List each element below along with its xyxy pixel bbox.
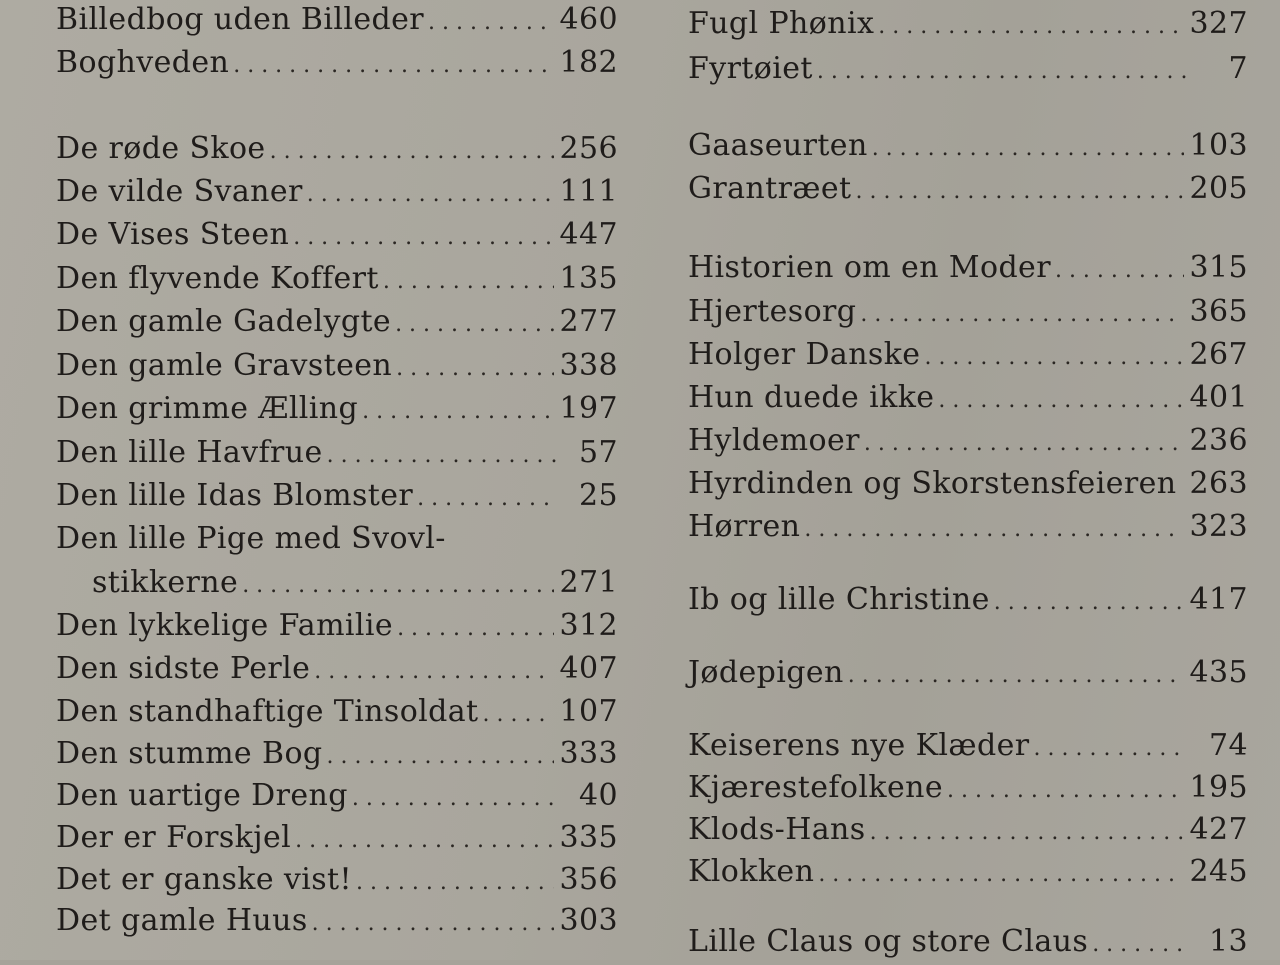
dot-leader (428, 3, 554, 43)
entry-title: Holger Danske (688, 337, 921, 372)
entry-page-number: 7 (1228, 51, 1248, 86)
index-entry (688, 49, 1248, 89)
entry-title: Den standhaftige Tinsoldat (56, 694, 479, 729)
dot-leader (417, 479, 556, 519)
index-entry (688, 768, 1248, 808)
entry-page-number: 277 (559, 304, 618, 339)
dot-leader (860, 295, 1183, 335)
entry-title: Den flyvende Koffert (56, 261, 379, 296)
entry-title: Lille Claus og store Claus (688, 924, 1089, 959)
entry-title: De Vises Steen (56, 217, 290, 252)
entry-page-number: 312 (559, 608, 618, 643)
index-entry (56, 302, 618, 342)
dot-leader (362, 392, 553, 432)
entry-title: Hun duede ikke (688, 380, 935, 415)
index-entry (56, 433, 618, 473)
index-entry (56, 43, 618, 83)
dot-leader (314, 652, 553, 692)
entry-title: Fyrtøiet (688, 51, 813, 86)
entry-title: Klods-Hans (688, 812, 866, 847)
dot-leader (1034, 729, 1186, 769)
dot-leader (804, 510, 1183, 550)
dot-leader (352, 779, 556, 819)
index-entry (56, 818, 618, 858)
entry-title: Den gamle Gravsteen (56, 348, 393, 383)
dot-leader (856, 172, 1184, 212)
entry-title: Den lille Idas Blomster (56, 478, 414, 513)
index-entry (56, 172, 618, 212)
entry-title: Kjærestefolkene (688, 770, 943, 805)
index-entry (688, 922, 1248, 962)
dot-leader (947, 771, 1184, 811)
entry-title: Den lykkelige Familie (56, 608, 394, 643)
dot-leader (483, 695, 554, 735)
index-entry (56, 0, 618, 40)
index-entry (688, 580, 1248, 620)
dot-leader (233, 46, 553, 86)
entry-title: Den lille Pige med Svovl- (56, 521, 446, 556)
index-entry (688, 378, 1248, 418)
index-entry (56, 476, 618, 516)
dot-leader (383, 262, 554, 302)
entry-title: Grantræet (688, 171, 852, 206)
index-entry (56, 346, 618, 386)
entry-page-number: 460 (559, 2, 618, 37)
entry-title: Den gamle Gadelygte (56, 304, 392, 339)
dot-leader (924, 338, 1183, 378)
entry-title: Der er Forskjel (56, 820, 292, 855)
entry-page-number: 267 (1189, 337, 1248, 372)
entry-page-number: 407 (559, 651, 618, 686)
entry-title: Den uartige Dreng (56, 778, 348, 813)
index-entry (688, 852, 1248, 892)
index-entry (56, 606, 618, 646)
entry-page-number: 236 (1189, 423, 1248, 458)
entry-page-number: 335 (559, 820, 618, 855)
dot-leader (1092, 925, 1186, 965)
index-entry (56, 129, 618, 169)
entry-page-number: 315 (1189, 250, 1248, 285)
index-entry (688, 169, 1248, 209)
entry-title: Boghveden (56, 45, 230, 80)
index-entry (688, 4, 1248, 44)
entry-title: Ib og lille Christine (688, 582, 990, 617)
entry-title: Gaaseurten (688, 128, 868, 163)
entry-page-number: 103 (1189, 128, 1248, 163)
entry-page-number: 333 (559, 736, 618, 771)
dot-leader (307, 175, 554, 215)
entry-page-number: 197 (559, 391, 618, 426)
dot-leader (1055, 251, 1184, 291)
index-entry (56, 563, 618, 603)
entry-title: Den sidste Perle (56, 651, 311, 686)
dot-leader (312, 904, 554, 944)
index-entry (688, 126, 1248, 166)
entry-page-number: 57 (579, 435, 618, 470)
entry-title: Hyrdinden og Skorstensfeieren (688, 466, 1177, 501)
dot-leader (938, 381, 1183, 421)
entry-title: Billedbog uden Billeder (56, 2, 425, 37)
entry-title: Den stumme Bog (56, 736, 323, 771)
index-entry (56, 649, 618, 689)
entry-page-number: 205 (1189, 171, 1248, 206)
entry-page-number: 401 (1189, 380, 1248, 415)
entry-page-number: 25 (579, 478, 618, 513)
dot-leader (327, 737, 554, 777)
dot-leader (818, 855, 1183, 895)
entry-title: Keiserens nye Klæder (688, 728, 1030, 763)
entry-page-number: 447 (559, 217, 618, 252)
dot-leader (817, 52, 1186, 92)
entry-page-number: 40 (579, 778, 618, 813)
entry-title: Den grimme Ælling (56, 391, 359, 426)
dot-leader (878, 7, 1183, 47)
index-entry (56, 389, 618, 429)
index-entry (56, 215, 618, 255)
index-entry (56, 692, 618, 732)
dot-leader (293, 218, 553, 258)
entry-title: De røde Skoe (56, 131, 266, 166)
entry-title: Jødepigen (688, 655, 844, 690)
index-entry (56, 259, 618, 299)
entry-page-number: 327 (1189, 6, 1248, 41)
entry-title: Klokken (688, 854, 815, 889)
entry-page-number: 256 (559, 131, 618, 166)
entry-page-number: 135 (559, 261, 618, 296)
entry-page-number: 338 (559, 348, 618, 383)
entry-page-number: 356 (559, 862, 618, 897)
index-entry (56, 901, 618, 941)
dot-leader (870, 813, 1184, 853)
dot-leader (395, 305, 553, 345)
entry-title: Fugl Phønix (688, 6, 875, 41)
dot-leader (848, 656, 1184, 696)
dot-leader (396, 349, 553, 389)
entry-title: Det gamle Huus (56, 903, 308, 938)
entry-page-number: 195 (1189, 770, 1248, 805)
entry-title: Hjertesorg (688, 294, 857, 329)
index-entry (688, 292, 1248, 332)
index-entry (688, 810, 1248, 850)
entry-title: Den lille Havfrue (56, 435, 323, 470)
index-entry (56, 860, 618, 900)
entry-page-number: 435 (1189, 655, 1248, 690)
entry-page-number: 263 (1189, 466, 1248, 501)
dot-leader (864, 424, 1184, 464)
dot-leader (327, 436, 556, 476)
dot-leader (242, 566, 553, 606)
index-entry (688, 653, 1248, 693)
index-entry (688, 726, 1248, 766)
entry-title: De vilde Svaner (56, 174, 303, 209)
dot-leader (994, 583, 1184, 623)
entry-page-number: 111 (559, 174, 618, 209)
entry-page-number: 365 (1189, 294, 1248, 329)
entry-page-number: 13 (1209, 924, 1248, 959)
entry-page-number: 245 (1189, 854, 1248, 889)
index-entry (56, 519, 618, 559)
entry-page-number: 107 (559, 694, 618, 729)
entry-page-number: 427 (1189, 812, 1248, 847)
dot-leader (270, 132, 554, 172)
index-entry (688, 248, 1248, 288)
entry-title: stikkerne (92, 565, 239, 600)
entry-page-number: 182 (559, 45, 618, 80)
index-entry (688, 507, 1248, 547)
index-entry (688, 335, 1248, 375)
entry-page-number: 303 (559, 903, 618, 938)
entry-page-number: 417 (1189, 582, 1248, 617)
entry-title: Historien om en Moder (688, 250, 1051, 285)
dot-leader (356, 863, 554, 903)
entry-title: Hyldemoer (688, 423, 860, 458)
index-entry (56, 734, 618, 774)
entry-page-number: 74 (1209, 728, 1248, 763)
dot-leader (397, 609, 553, 649)
index-entry (56, 776, 618, 816)
dot-leader (295, 821, 553, 861)
dot-leader (872, 129, 1184, 169)
entry-title: Hørren (688, 509, 801, 544)
entry-title: Det er ganske vist! (56, 862, 352, 897)
index-entry (688, 421, 1248, 461)
entry-page-number: 323 (1189, 509, 1248, 544)
entry-page-number: 271 (559, 565, 618, 600)
index-entry (688, 464, 1248, 504)
